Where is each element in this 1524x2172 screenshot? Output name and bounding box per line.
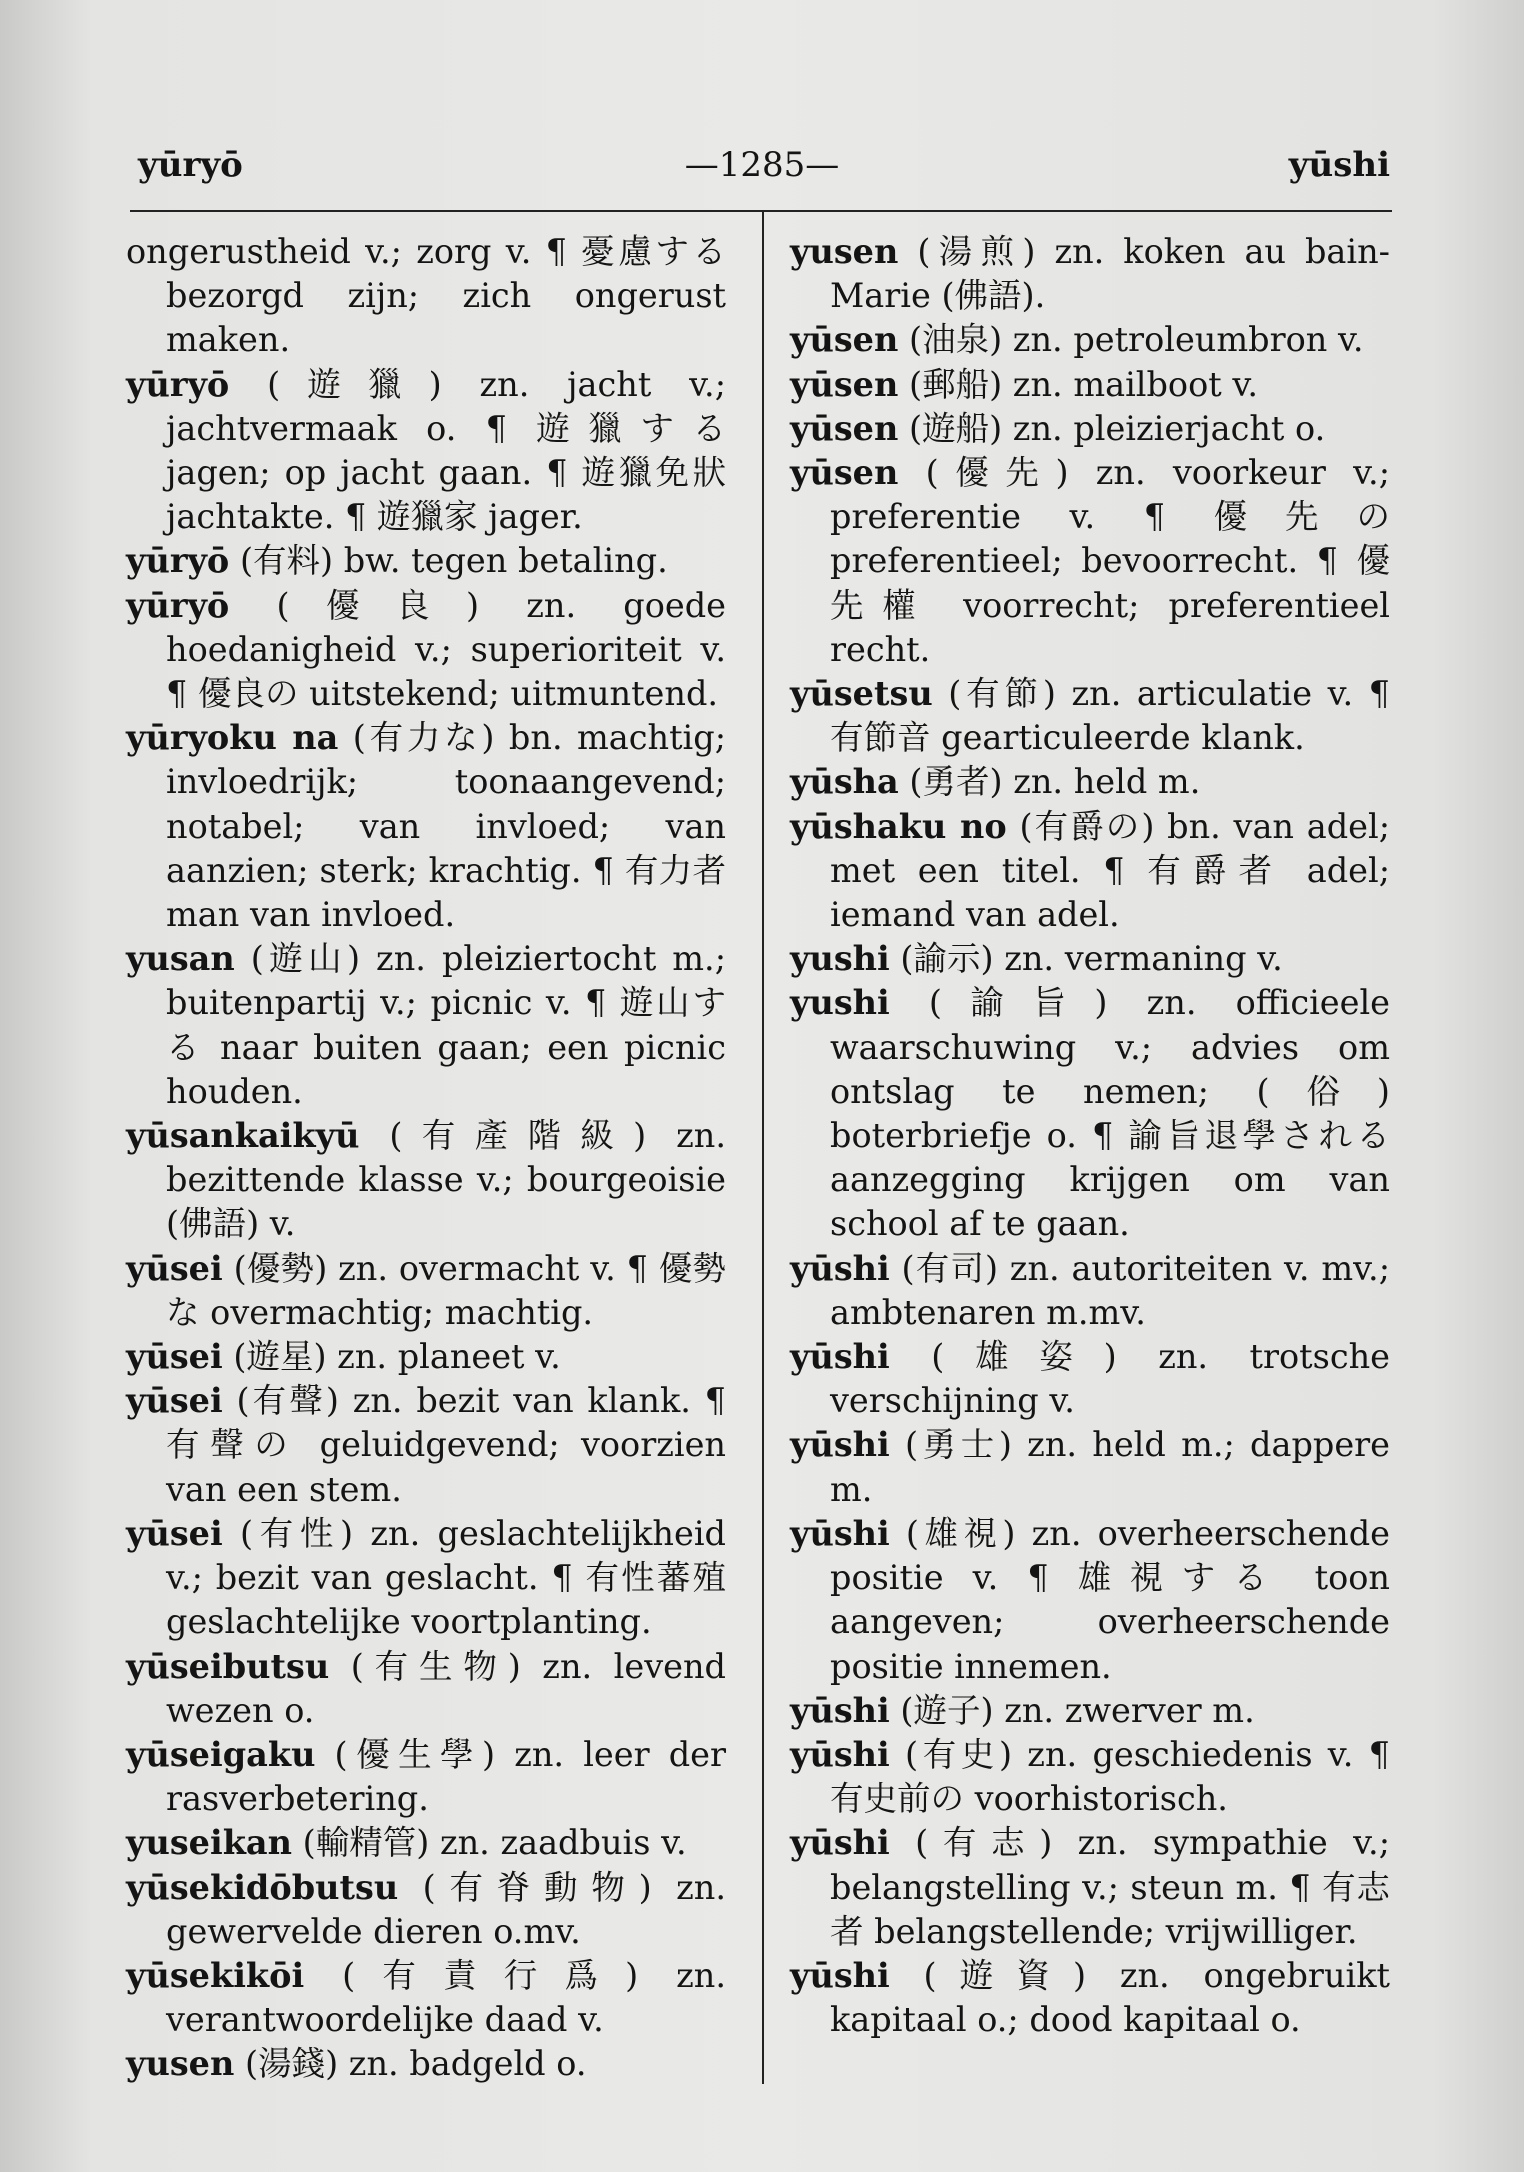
entry-definition: (諭旨) zn. officieele waarschuwing v.; advies om ontslag te nemen; (俗) boterbriefje o. ¶ 諭旨退學される aanzegging krijgen om van school af te gaan.	[830, 983, 1390, 1244]
dictionary-entry	[126, 1821, 726, 1865]
entry-definition: (有生物) zn. levend wezen o.	[166, 1646, 726, 1730]
entry-definition: (有志) zn. sympathie v.; belangstelling v.; steun m. ¶ 有志者 belangstellende; vrijwilliger.	[830, 1823, 1390, 1951]
entry-definition: (雄視) zn. overheerschende positie v. ¶ 雄視する toon aangeven; overheerschende positie innemen.	[830, 1513, 1390, 1686]
dictionary-entry	[790, 672, 1390, 760]
entry-headword: yūshi	[790, 1734, 890, 1774]
dictionary-entry	[790, 1689, 1390, 1733]
entry-headword: yūshi	[790, 1955, 890, 1995]
header-rule	[130, 210, 1392, 212]
entry-headword: yūsei	[126, 1248, 223, 1288]
entry-definition: (優良) zn. goede hoedanigheid v.; superioriteit v. ¶ 優良の uitstekend; uitmuntend.	[166, 585, 726, 714]
entry-headword: yūsetsu	[790, 674, 933, 714]
dictionary-entry	[790, 451, 1390, 672]
dictionary-entry	[790, 760, 1390, 804]
entry-headword: yūryō	[126, 541, 230, 581]
entry-headword: yushi	[790, 983, 890, 1023]
right-column	[790, 230, 1390, 2042]
dictionary-entry	[126, 716, 726, 937]
dictionary-entry	[790, 363, 1390, 407]
entry-definition: (有力な) bn. machtig; invloedrijk; toonaangevend; notabel; van invloed; van aanzien; sterk; krachtig. ¶ 有力者 man van invloed.	[166, 718, 726, 935]
entry-headword: yūsei	[126, 1381, 223, 1421]
dictionary-entry	[126, 1733, 726, 1821]
entry-headword: yūsei	[126, 1513, 223, 1553]
entry-headword: yusen	[126, 2044, 235, 2084]
entry-definition: (湯錢) zn. badgeld o.	[245, 2044, 587, 2084]
dictionary-entry	[790, 1247, 1390, 1335]
entry-headword: yūsha	[790, 762, 899, 802]
dictionary-entry	[126, 1866, 726, 1954]
dictionary-entry	[126, 1379, 726, 1512]
running-head-left: yūryō	[138, 145, 243, 185]
dictionary-entry	[790, 1821, 1390, 1954]
entry-definition: (有節) zn. articulatie v. ¶ 有節音 gearticuleerde klank.	[830, 674, 1390, 758]
dictionary-entry	[126, 1954, 726, 2042]
dictionary-entry	[126, 584, 726, 717]
dictionary-entry	[126, 363, 726, 540]
entry-definition: ongerustheid v.; zorg v. ¶ 憂慮する bezorgd zijn; zich ongerust maken.	[126, 232, 726, 360]
entry-definition: (遊星) zn. planeet v.	[233, 1337, 561, 1377]
dictionary-entry	[126, 1645, 726, 1733]
entry-headword: yūshi	[790, 1823, 890, 1863]
entry-definition: (優先) zn. voorkeur v.; preferentie v. ¶ 優先の preferentieel; bevoorrecht. ¶ 優先權 voorrecht; preferentieel recht.	[830, 453, 1390, 669]
dictionary-entry	[126, 230, 726, 363]
dictionary-entry	[790, 1335, 1390, 1423]
entry-headword: yushi	[790, 939, 890, 979]
entry-headword: yūshi	[790, 1337, 890, 1377]
entry-definition: (諭示) zn. vermaning v.	[900, 939, 1283, 979]
dictionary-entry	[126, 539, 726, 583]
entry-definition: (優生學) zn. leer der rasverbetering.	[166, 1734, 726, 1819]
entry-headword: yūsen	[790, 453, 899, 493]
dictionary-entry	[126, 1512, 726, 1645]
dictionary-entry	[790, 318, 1390, 362]
entry-headword: yūsen	[790, 320, 899, 360]
entry-headword: yūryō	[126, 364, 230, 404]
entry-definition: (遊山) zn. pleiziertocht m.; buitenpartij v.; picnic v. ¶ 遊山する naar buiten gaan; een picnic houden.	[166, 939, 726, 1111]
entry-headword: yūsekikōi	[126, 1955, 305, 1995]
dictionary-entry	[126, 1335, 726, 1379]
dictionary-entry	[790, 1954, 1390, 2042]
entry-definition: (有性) zn. geslachtelijkheid v.; bezit van geslacht. ¶ 有性蕃殖 geslachtelijke voortplanting.	[166, 1513, 726, 1642]
dictionary-entry	[790, 1733, 1390, 1821]
entry-headword: yūsen	[790, 364, 899, 404]
entry-definition: (油泉) zn. petroleumbron v.	[909, 320, 1364, 360]
entry-headword: yūsen	[790, 408, 899, 448]
entry-definition: (雄姿) zn. trotsche verschijning v.	[830, 1337, 1390, 1421]
entry-definition: (有聲) zn. bezit van klank. ¶ 有聲の geluidgevend; voorzien van een stem.	[166, 1381, 726, 1509]
entry-headword: yūryō	[126, 585, 230, 625]
entry-headword: yuseikan	[126, 1823, 292, 1863]
dictionary-entry	[790, 230, 1390, 318]
dictionary-entry	[790, 805, 1390, 938]
entry-headword: yusan	[126, 939, 235, 979]
entry-definition: (勇者) zn. held m.	[909, 762, 1201, 802]
entry-definition: (湯煎) zn. koken au bain-Marie (佛語).	[830, 232, 1390, 316]
entry-headword: yūshi	[790, 1248, 890, 1288]
running-head-right: yūshi	[1288, 145, 1390, 185]
dictionary-entry	[126, 937, 726, 1114]
column-divider	[762, 212, 764, 2084]
entry-headword: yūseibutsu	[126, 1646, 330, 1686]
page-number: —1285—	[684, 145, 840, 185]
entry-definition: (有產階級) zn. bezittende klasse v.; bourgeoisie (佛語) v.	[166, 1116, 726, 1244]
entry-headword: yusen	[790, 232, 899, 271]
dictionary-entry	[790, 1423, 1390, 1511]
entry-definition: (遊資) zn. ongebruikt kapitaal o.; dood kapitaal o.	[830, 1955, 1390, 2040]
entry-definition: (優勢) zn. overmacht v. ¶ 優勢な overmachtig; machtig.	[166, 1248, 726, 1332]
entry-definition: (輸精管) zn. zaadbuis v.	[302, 1823, 687, 1863]
entry-headword: yūshi	[790, 1513, 890, 1553]
entry-definition: (郵船) zn. mailboot v.	[909, 364, 1258, 404]
entry-definition: (有責行爲) zn. verantwoordelijke daad v.	[166, 1955, 726, 2040]
entry-headword: yūshi	[790, 1425, 890, 1465]
entry-definition: (有史) zn. geschiedenis v. ¶ 有史前の voorhistorisch.	[830, 1734, 1390, 1819]
entry-headword: yūryoku na	[126, 718, 339, 758]
entry-definition: (遊子) zn. zwerver m.	[900, 1690, 1255, 1730]
entry-headword: yūseigaku	[126, 1734, 316, 1774]
dictionary-entry	[790, 1512, 1390, 1689]
entry-headword: yūsei	[126, 1337, 223, 1377]
entry-headword: yūshi	[790, 1690, 890, 1730]
entry-definition: (遊船) zn. pleizierjacht o.	[909, 408, 1326, 448]
dictionary-entry	[790, 407, 1390, 451]
dictionary-entry	[126, 1114, 726, 1247]
entry-definition: (有司) zn. autoriteiten v. mv.; ambtenaren m.mv.	[830, 1248, 1390, 1332]
dictionary-entry	[790, 937, 1390, 981]
left-column	[126, 230, 726, 2087]
entry-headword: yūshaku no	[790, 806, 1007, 846]
entry-definition: (勇士) zn. held m.; dappere m.	[830, 1425, 1390, 1509]
entry-headword: yūsankaikyū	[126, 1116, 360, 1156]
entry-headword: yūsekidōbutsu	[126, 1867, 399, 1907]
dictionary-entry	[126, 2042, 726, 2086]
dictionary-entry	[790, 981, 1390, 1246]
entry-definition: (有脊動物) zn. gewervelde dieren o.mv.	[166, 1867, 726, 1951]
entry-definition: (有爵の) bn. van adel; met een titel. ¶ 有爵者 adel; iemand van adel.	[830, 806, 1390, 935]
entry-definition: (有料) bw. tegen betaling.	[239, 541, 668, 581]
entry-definition: (遊獵) zn. jacht v.; jachtvermaak o. ¶ 遊獵する jagen; op jacht gaan. ¶ 遊獵免狀 jachtakte. ¶ 遊獵家 jager.	[166, 364, 726, 537]
dictionary-entry	[126, 1247, 726, 1335]
